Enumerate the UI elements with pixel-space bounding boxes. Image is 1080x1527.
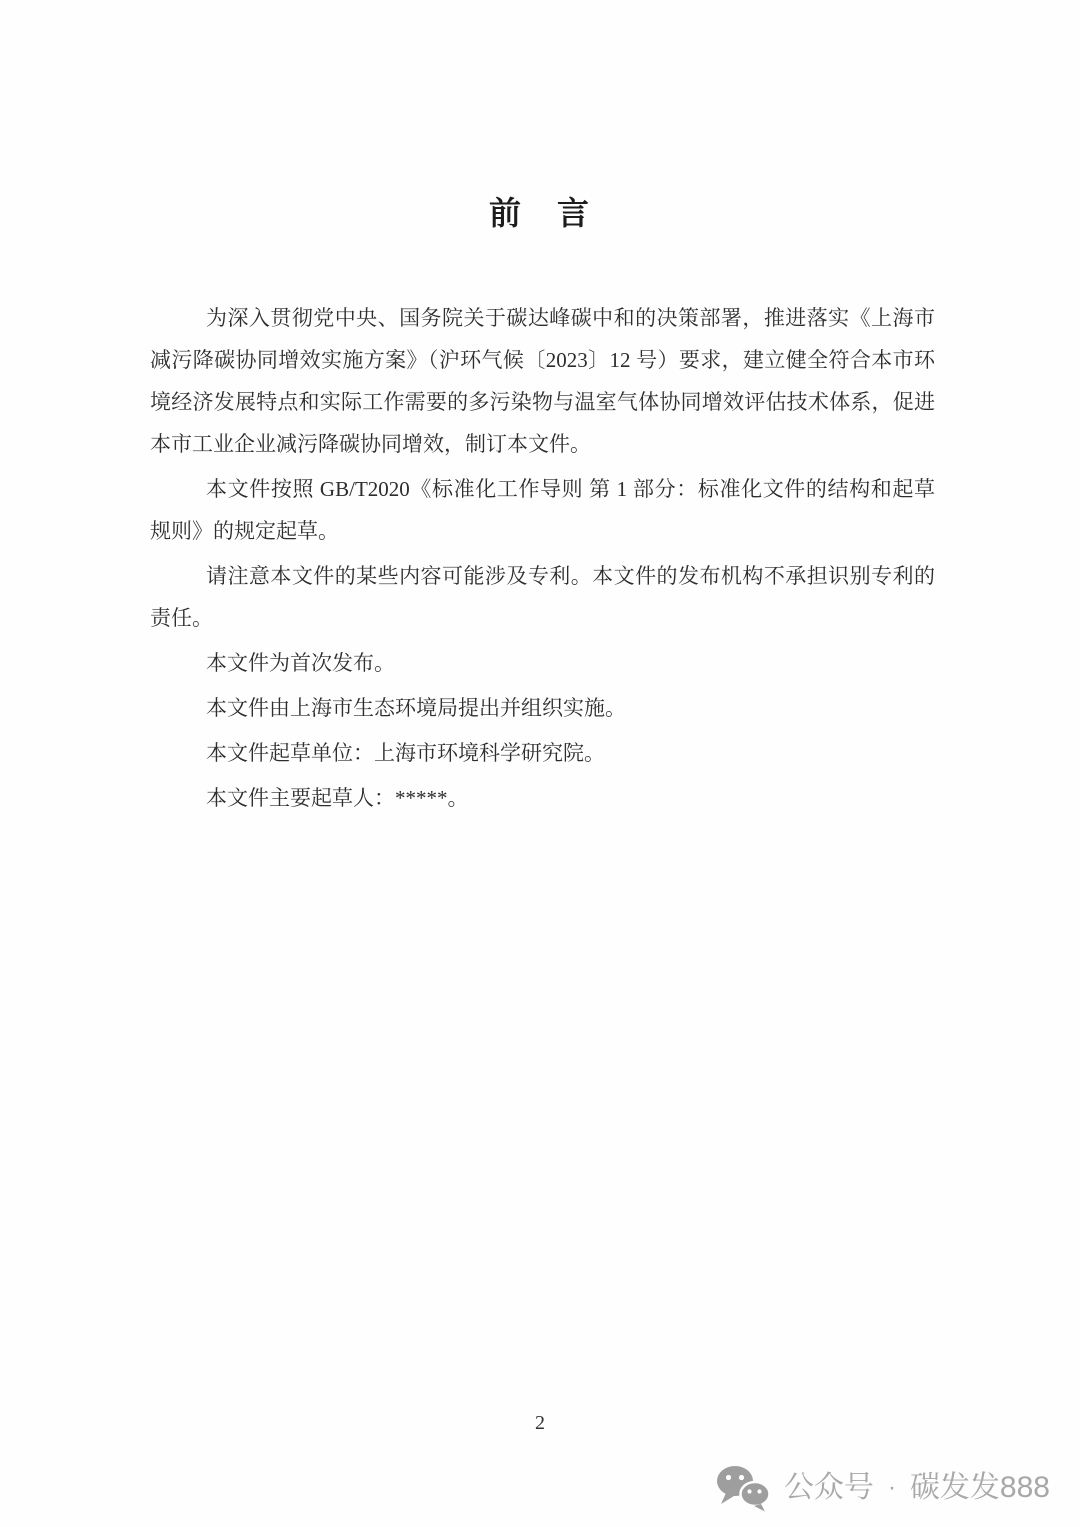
page-number: 2: [535, 1412, 545, 1434]
paragraph-intro: 为深入贯彻党中央、国务院关于碳达峰碳中和的决策部署，推进落实《上海市减污降碳协同增效实施方案》（沪环气候〔2023〕12 号）要求，建立健全符合本市环境经济发展特点和实际工作需要的多污染物与温室气体协同增效评估技术体系，促进本市工业企业减污降碳协同增效，制订本文件。: [150, 306, 935, 456]
paragraph-first-release: 本文件为首次发布。: [206, 651, 395, 675]
wechat-watermark-separator: ·: [887, 1474, 896, 1501]
paragraph-proposing-org: 本文件由上海市生态环境局提出并组织实施。: [206, 696, 626, 720]
wechat-icon: [714, 1464, 772, 1512]
document-body: [150, 297, 935, 822]
wechat-watermark-account: 碳发发888: [909, 1471, 1050, 1504]
page-title: 前 言: [488, 195, 591, 231]
wechat-watermark: [714, 1462, 1050, 1514]
wechat-watermark-label: 公众号: [783, 1471, 874, 1504]
paragraph-patent-notice: 请注意本文件的某些内容可能涉及专利。本文件的发布机构不承担识别专利的责任。: [150, 564, 935, 630]
paragraph-drafting-rules: 本文件按照 GB/T2020《标准化工作导则 第 1 部分：标准化文件的结构和起草规则》的规定起草。: [150, 477, 935, 543]
paragraph-drafters: 本文件主要起草人：*****。: [206, 786, 469, 810]
paragraph-drafting-org: 本文件起草单位：上海市环境科学研究院。: [206, 741, 605, 765]
